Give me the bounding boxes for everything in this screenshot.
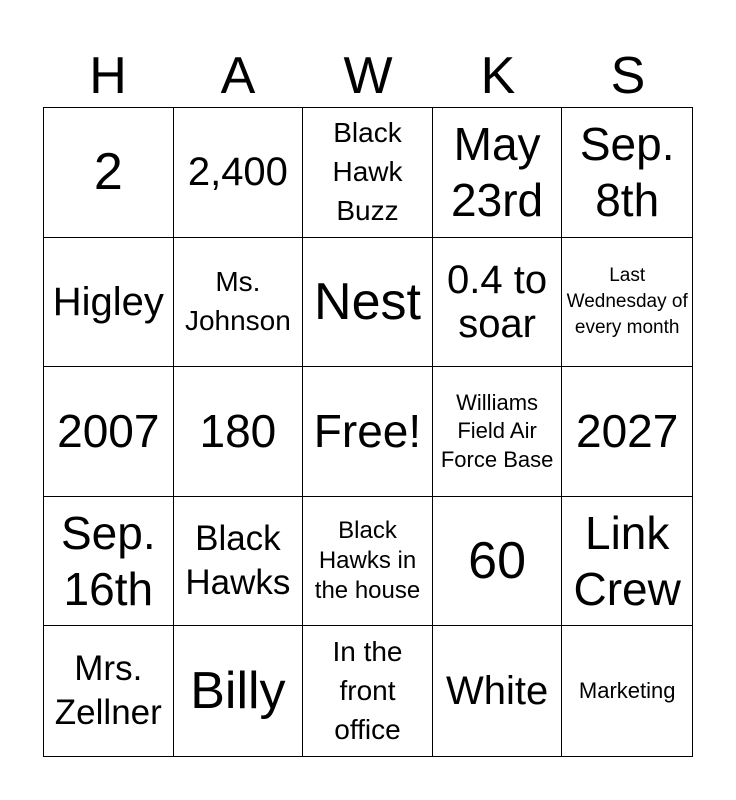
bingo-cell-text: Black Hawks — [185, 519, 291, 603]
bingo-cell-text: 2,400 — [187, 150, 288, 195]
bingo-cell-text: 180 — [199, 405, 277, 458]
bingo-cell-text: 2027 — [576, 405, 679, 458]
bingo-cell-text: May 23rd — [451, 118, 544, 227]
bingo-cell[interactable] — [44, 238, 174, 368]
header-letter-w: W — [343, 47, 393, 105]
bingo-cell-text: 60 — [468, 531, 527, 590]
bingo-cell[interactable] — [303, 108, 433, 238]
bingo-cell[interactable] — [44, 626, 174, 756]
bingo-cell-text: Williams Field Air Force Base — [440, 389, 554, 472]
bingo-cell[interactable] — [174, 626, 304, 756]
bingo-cell-text: Free! — [313, 405, 422, 458]
bingo-cell-text: 0.4 to soar — [447, 257, 548, 346]
bingo-cell[interactable] — [562, 626, 692, 756]
bingo-cell-text: Last Wednesday of every month — [566, 265, 688, 338]
bingo-cell[interactable] — [562, 497, 692, 627]
bingo-cell[interactable] — [303, 497, 433, 627]
bingo-cell[interactable] — [562, 238, 692, 368]
bingo-cell[interactable] — [303, 367, 433, 497]
bingo-cell[interactable] — [433, 108, 563, 238]
bingo-cell-text: 2 — [93, 143, 123, 202]
bingo-cell-text: Black Hawk Buzz — [332, 117, 403, 226]
bingo-cell[interactable] — [174, 238, 304, 368]
bingo-cell-text: 2007 — [57, 405, 160, 458]
header-letter-a: A — [220, 47, 256, 105]
bingo-board — [43, 107, 693, 757]
bingo-cell-text: Higley — [52, 279, 164, 324]
bingo-cell-text: Sep. 16th — [60, 506, 156, 616]
bingo-cell-text: Sep. 8th — [579, 118, 675, 227]
bingo-cell[interactable] — [433, 497, 563, 627]
bingo-cell-text: Ms. Johnson — [184, 266, 291, 336]
bingo-cell[interactable] — [433, 238, 563, 368]
bingo-cell[interactable] — [174, 367, 304, 497]
bingo-cell-text: Billy — [190, 662, 286, 721]
bingo-cell[interactable] — [44, 367, 174, 497]
bingo-cell-text: White — [445, 669, 549, 714]
bingo-cell[interactable] — [433, 626, 563, 756]
bingo-cell[interactable] — [433, 367, 563, 497]
bingo-cell[interactable] — [174, 108, 304, 238]
header-letter-h: H — [89, 47, 127, 105]
header-letter-s: S — [610, 47, 646, 105]
bingo-cell-text: Black Hawks in the house — [314, 517, 421, 605]
bingo-cell-text: Mrs. Zellner — [54, 649, 162, 733]
bingo-cell-text: Marketing — [578, 677, 676, 703]
header-letter-k: K — [480, 47, 516, 105]
bingo-cell[interactable] — [44, 108, 174, 238]
bingo-cell[interactable] — [44, 497, 174, 627]
bingo-cell[interactable] — [303, 626, 433, 756]
bingo-cell-text: Nest — [314, 272, 421, 331]
bingo-cell[interactable] — [562, 108, 692, 238]
bingo-header — [43, 44, 693, 108]
bingo-cell-text: In the front office — [332, 636, 403, 745]
bingo-cell[interactable] — [562, 367, 692, 497]
bingo-cell[interactable] — [174, 497, 304, 627]
bingo-cell[interactable] — [303, 238, 433, 368]
bingo-cell-text: Link Crew — [573, 506, 681, 616]
